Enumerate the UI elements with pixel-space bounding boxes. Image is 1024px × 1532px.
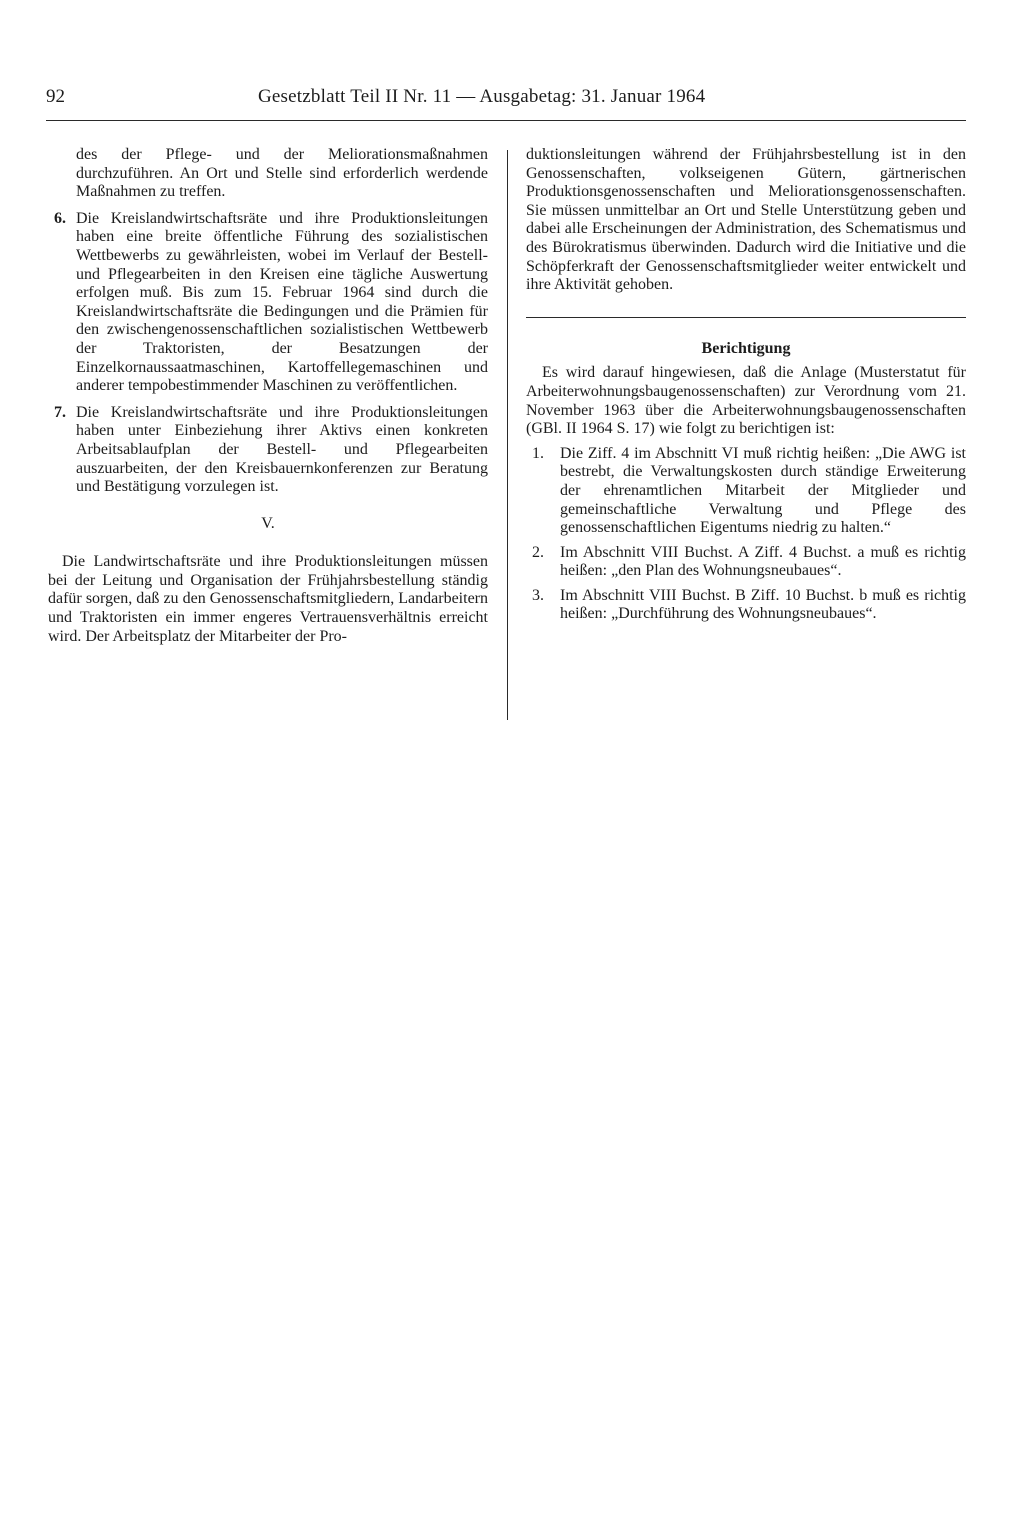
item-number: 1.: [532, 444, 544, 462]
list-item: [526, 587, 966, 624]
header-rule: [46, 120, 966, 121]
list-item: [526, 445, 966, 538]
section-heading: V.: [261, 514, 275, 532]
item-text: Im Abschnitt VIII Buchst. B Ziff. 10 Buchst. b muß es richtig heißen: „Durchführung des Wohnungsneubaues“.: [560, 586, 966, 623]
continuation-paragraph: des der Pflege- und der Meliorationsmaßnahmen durchzuführen. An Ort und Stelle sind erforderlich werdende Maßnahmen zu treffen.: [76, 146, 488, 201]
left-column: [48, 146, 488, 646]
section-rule: [526, 317, 966, 318]
header-title: Gesetzblatt Teil II Nr. 11 — Ausgabetag: 31. Januar 1964: [258, 86, 706, 107]
column-divider: [507, 150, 508, 720]
continuation-paragraph: duktionsleitungen während der Frühjahrsbestellung ist in den Genossenschaften, volkseigenen Gütern, gärtnerischen Produktionsgenossenschaften und Meliorationsgenossenschaften. Sie müssen unmittelbar an Ort und Stelle Unterstützung geben und dabei alle Erscheinungen der Administration, des Schematismus und des Bürokratismus überwinden. Dadurch wird die Initiative und die Schöpferkraft der Genossenschaftsmitglieder weiter entwickelt und ihre Aktivität gehoben.: [526, 146, 966, 294]
page-header: [46, 86, 966, 112]
list-item: [48, 404, 488, 497]
page-number: 92: [46, 86, 65, 107]
item-number: 6.: [54, 209, 66, 227]
item-text: Die Kreislandwirtschaftsräte und ihre Produktionsleitungen haben unter Einbeziehung ihrer Aktivs einen konkreten Arbeitsablaufplan der Bestell- und Pflegearbeiten auszuarbeiten, der den Kreisbauernkonferenzen zur Beratung und Bestätigung vorzulegen ist.: [76, 403, 488, 496]
item-text: Die Kreislandwirtschaftsräte und ihre Produktionsleitungen haben eine breite öffentliche Führung des sozialistischen Wettbewerbs zu gewährleisten, wobei im Verlauf der Bestell- und Pflegearbeiten in den Kreisen eine tägliche Auswertung erfolgen muß. Bis zum 15. Februar 1964 sind durch die Kreislandwirtschaftsräte die Bedingungen und die Prämien für den zwischengenossenschaftlichen sozialistischen Wettbewerb der Traktoristen, der Besatzungen der Einzelkornaussaatmaschinen, Kartoffellegemaschinen und anderer tempobestimmender Maschinen zu veröffentlichen.: [76, 209, 488, 395]
item-number: 3.: [532, 586, 544, 604]
item-number: 7.: [54, 403, 66, 421]
list-item: [526, 544, 966, 581]
item-text: Die Ziff. 4 im Abschnitt VI muß richtig heißen: „Die AWG ist bestrebt, die Verwaltungskosten durch ständige Erweiterung der ehrenamtlichen Mitarbeit der Mitglieder und gemeinschaftliche Verwaltung und Pflege des genossenschaftlichen Eigentums niedrig zu halten.“: [560, 444, 966, 537]
right-column: [526, 146, 966, 624]
item-number: 2.: [532, 543, 544, 561]
berichtigung-title: Berichtigung: [701, 339, 791, 357]
section-paragraph: Die Landwirtschaftsräte und ihre Produktionsleitungen müssen bei der Leitung und Organisation der Frühjahrsbestellung ständig dafür sorgen, daß zu den Genossenschaftsmitgliedern, Landarbeitern und Traktoristen ein immer engeres Vertrauensverhältnis erreicht wird. Der Arbeitsplatz der Mitarbeiter der Pro-: [48, 553, 488, 645]
berichtigung-intro: Es wird darauf hingewiesen, daß die Anlage (Musterstatut für Arbeiterwohnungsbaugenossenschaften) zur Verordnung vom 21. November 1963 über die Arbeiterwohnungsbaugenossenschaften (GBl. II 1964 S. 17) wie folgt zu berichtigen ist:: [526, 364, 966, 438]
item-text: Im Abschnitt VIII Buchst. A Ziff. 4 Buchst. a muß es richtig heißen: „den Plan des Wohnungsneubaues“.: [560, 543, 966, 580]
list-item: [48, 210, 488, 396]
